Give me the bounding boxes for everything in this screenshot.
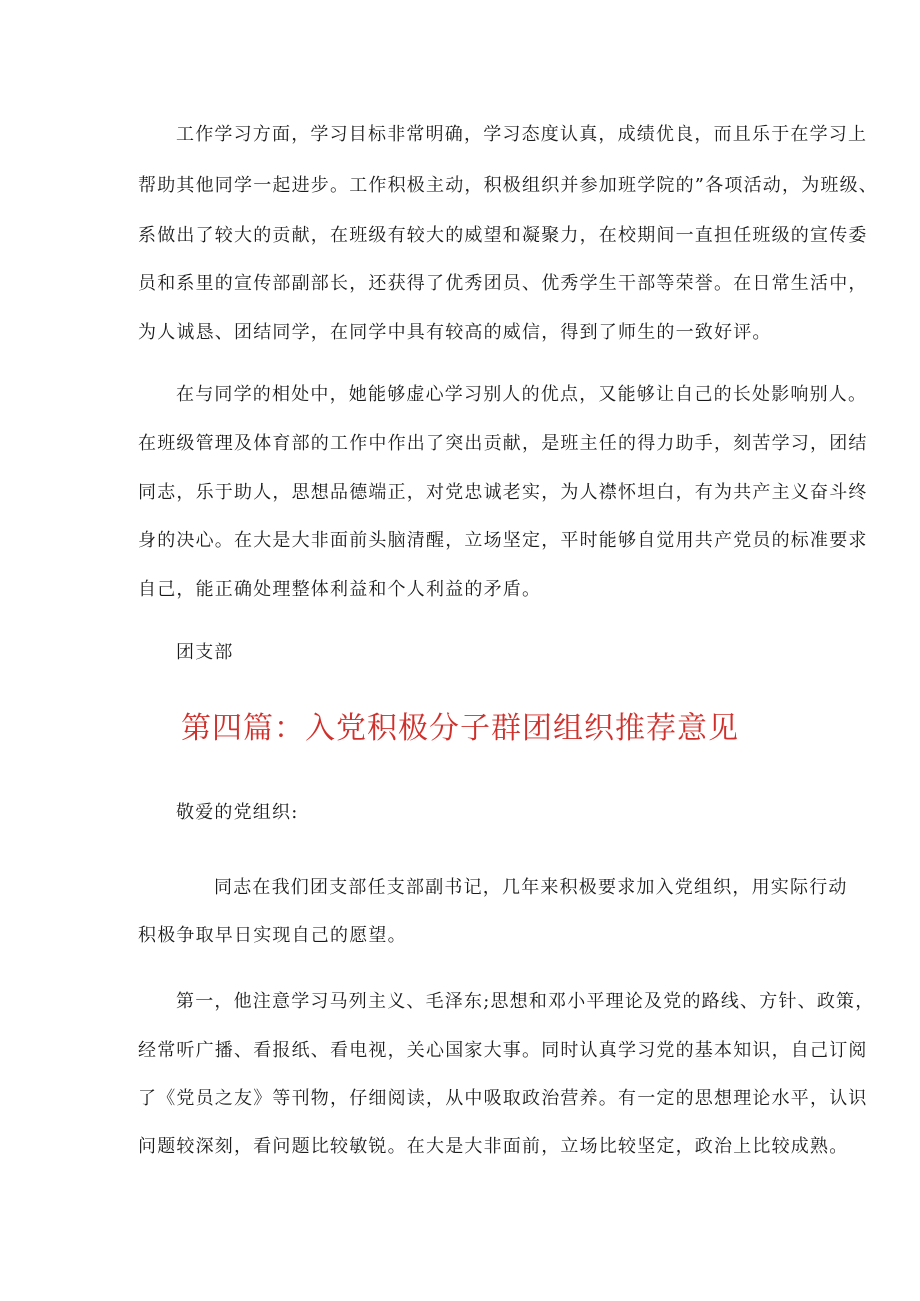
paragraph-line: 在班级管理及体育部的工作中作出了突出贡献，是班主任的得力助手，刻苦学习，团结: [138, 433, 868, 454]
paragraph-line: 系做出了较大的贡献，在班级有较大的威望和凝聚力，在校期间一直担任班级的宣传委: [138, 225, 868, 246]
salutation: 敬爱的党组织:: [176, 802, 299, 823]
paragraph-line: 问题较深刻，看问题比较敏锐。在大是大非面前，立场比较坚定，政治上比较成熟。: [138, 1136, 849, 1157]
signature-text: 团支部: [176, 642, 234, 663]
paragraph-line: 同志在我们团支部任支部副书记，几年来积极要求加入党组织，用实际行动: [214, 877, 848, 898]
paragraph-line: 了《党员之友》等刊物，仔细阅读，从中吸取政治营养。有一定的思想理论水平，认识: [138, 1088, 868, 1109]
section-heading: 第四篇：入党积极分子群团组织推荐意见: [181, 711, 739, 746]
paragraph-line: 身的决心。在大是大非面前头脑清醒，立场坚定，平时能够自觉用共产党员的标准要求: [138, 530, 868, 551]
paragraph-line: 积极争取早日实现自己的愿望。: [138, 925, 407, 946]
paragraph-line: 经常听广播、看报纸、看电视，关心国家大事。同时认真学习党的基本知识，自己订阅: [138, 1040, 868, 1061]
paragraph-line: 自己，能正确处理整体利益和个人利益的矛盾。: [138, 579, 542, 600]
paragraph-line: 帮助其他同学一起进步。工作积极主动，积极组织并参加班学院的”各项活动，为班级、: [138, 175, 878, 196]
paragraph-line: 在与同学的相处中，她能够虚心学习别人的优点，又能够让自己的长处影响别人。: [176, 384, 868, 405]
paragraph-line: 第一，他注意学习马列主义、毛泽东;思想和邓小平理论及党的路线、方针、政策，: [176, 991, 875, 1012]
paragraph-line: 员和系里的宣传部副部长，还获得了优秀团员、优秀学生干部等荣誉。在日常生活中，: [138, 273, 868, 294]
paragraph-line: 同志，乐于助人，思想品德端正，对党忠诚老实，为人襟怀坦白，有为共产主义奋斗终: [138, 482, 868, 503]
paragraph-line: 为人诚恳、团结同学，在同学中具有较高的威信，得到了师生的一致好评。: [138, 322, 772, 343]
paragraph-line: 工作学习方面，学习目标非常明确，学习态度认真，成绩优良，而且乐于在学习上: [176, 124, 868, 145]
